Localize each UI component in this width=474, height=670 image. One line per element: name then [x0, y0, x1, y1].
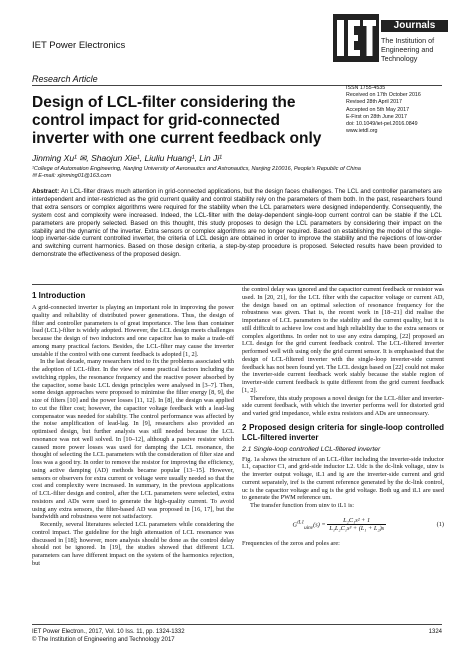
paragraph: the control delay was ignored and the capacitor current feedback or resistor was used. In [20, 21], for the LCL filter with the capacitor voltage or current AD, the design based on an optimal selection of resonance frequency for the robustness was given. That is, the recent work in [18–21] did realise the importance of LCL parameters to the stability and the current quality, but it is still difficult to achieve low cost and high reliability due to the extra sensors or complex algorithms. In order not to use any extra damping, [22] proposed an LCL design for the grid current feedback control. The LCL-filtered inverter performed well with using only the grid current sensor. It is emphasised that the design of LCL-filtered inverter with the single-loop inverter-side current feedback has not been found yet. The LCL design based on [22] could not make the inverter-side current feedback work stably because the stable region of inverter-side current feedback is quite different from the grid current feedback [1, 2].	[242, 286, 444, 394]
footer-copyright: © The Institution of Engineering and Technology 2017	[32, 637, 175, 643]
logo-journals-label: Journals	[381, 20, 448, 32]
paragraph: Frequencies of the zeros and poles are:	[242, 539, 340, 547]
equation-lhs: G	[292, 521, 298, 529]
equation-lhs-sup: iL1	[297, 519, 305, 526]
paragraph: In the last decade, many researchers tried to fix the problems associated with the adoption of LCL-filter. In the view of some practical factors including the switching ripples, the resonance frequency and the reactive power absorbed by the capacitor, some basic LCL design principles were analysed in [3–7]. Then, some design approaches were proposed to minimise the filter energy [8, 9], the size of filters [10] and the power losses [11, 12]. In [8], the design was applied to cut the filter cost; however, the capacitor voltage feedback with a lead-lag compensator was needed for stability. The control performance was affected by the noise amplification of lead-lag. In [9], researchers also provided an optimised design, but further analysis was still needed because the LCL resonance was not well solved. In [10–12], although a passive resistor which caused more power losses was used for damping the LCL resonance, the thought of selecting the LCL parameters with the consideration of filter size and loss was a good try. In order to remove the resistor for improving the efficiency, using active damping (AD) methods became popular [13–15]. However, sensors or observers for extra current or voltage were usually needed so that the cost and complexity were increased. In summary, in the previous applications of LCL-filter design and control, after the LCL parameters were selected, extra resistors and ADs were used to generate the high-quality current. To avoid using any extra sensors, the filter-based AD was proposed in [16, 17], but the bandwidth and robustness were not satisfactory.	[32, 358, 234, 521]
logo-institution-line2: Engineering and Technology	[381, 45, 434, 63]
abstract-divider	[32, 284, 442, 285]
abstract-label: Abstract:	[32, 188, 60, 195]
equation-1	[242, 514, 444, 536]
equation-body	[242, 517, 437, 534]
page-number: 1324	[428, 629, 442, 635]
equation-lhs-tail: (s) =	[313, 521, 326, 529]
meta-received: Received on 17th October 2016	[346, 92, 421, 99]
equation-label: (1)	[436, 520, 444, 528]
equation-fraction	[327, 517, 386, 534]
paragraph: Therefore, this study proposes a novel design for the LCL-filter and inverter-side current feedback, with which the inverter performs well for distorted grid and varied grid impedance, while extra resistors and ADs are unnecessary.	[242, 394, 444, 417]
section-heading-design-criteria: 2 Proposed design criteria for single-loop controlled LCL-filtered inverter	[242, 422, 444, 442]
affiliation: ¹College of Automation Engineering, Nanjing University of Aeronautics and Astronautics, Nanjing 210016, People's Republic of China	[32, 166, 361, 172]
logo-institution-line1: The Institution of	[381, 36, 435, 45]
paragraph: The transfer function from uinv to iL1 is:	[250, 502, 355, 509]
abstract-text: An LCL-filter draws much attention in grid-connected applications, but the design faces challenges. The LCL and controller parameters are interdependent and inter-restricted as the grid current quality and control stability rely on the parameters of them both. In the past, researchers found that extra sensors or complex algorithms were required for the stability when the LCL parameters were designed independently. Consequently, the system cost and complexity were increased. Indeed, the LCL-filter with the delay-dependent single-loop current control can be stable if the LCL parameters are properly selected. Based on this thought, this study proposes to design the LCL parameters by considering their impact on the stability and the dynamic of the inverter. Extra sensors or complex algorithms are no longer required. Based on establishing the model of the single-loop inverter-side current controlled inverter, the criteria of LCL design are obtained in order to improve the stability and the rejections of low-order and switching current harmonics. Based on those design criteria, a step-by-step procedure is proposed. Selected results have been provided to demonstrate the effectiveness of the proposed design.	[32, 188, 442, 259]
meta-accepted: Accepted on 5th May 2017	[346, 106, 410, 113]
meta-efirst: E-First on 28th June 2017	[346, 113, 407, 120]
subsection-heading: 2.1 Single-loop controlled LCL-filtered inverter	[242, 445, 381, 453]
paragraph: A grid-connected inverter is playing an important role in improving the power quality and reliability of distributed power generations. Thus, the design of filter and controller parameters is of great importance. The less than container load (LCL)-filter is widely adopted. However, the LCL design meets challenges because the design of two inductors and one capacitor has to make a trade-off among many practical factors. Besides, the LCL-filter may cause the inverter unstable if the control with one current feedback is adopted [1, 2].	[32, 304, 234, 358]
right-column	[242, 286, 444, 548]
iet-logo	[333, 14, 448, 76]
left-column	[32, 291, 234, 568]
meta-revised: Revised 28th April 2017	[346, 99, 402, 106]
corresponding-email[interactable]: ✉ E-mail: xjinming01@163.com	[32, 173, 112, 179]
article-type: Research Article	[32, 74, 98, 84]
journal-name: IET Power Electronics	[32, 40, 126, 51]
equation-denominator: L₁L₂C₁s³ + (L₁ + L₂)s	[329, 525, 385, 533]
section-heading-introduction: 1 Introduction	[32, 291, 86, 300]
meta-doi[interactable]: doi: 10.1049/iet-pel.2016.0849	[346, 121, 418, 128]
meta-website[interactable]: www.ietdl.org	[346, 128, 378, 135]
affiliation-block	[32, 166, 452, 180]
logo-institution	[381, 36, 448, 63]
paragraph: Recently, several literatures selected LCL parameters while considering the control impact. The guideline for the high attenuation of LCL resonance was discussed in [18]; however, more analysis should be done as the control delay should not be ignored. In [19], the studies showed that different LCL parameters can have different impact on the system of the harmonics rejection, but	[32, 521, 234, 567]
page-footer	[32, 628, 442, 644]
paragraph: Fig. 1a shows the structure of an LCL-filter including the inverter-side inductor L1, capacitor C1, and grid-side inductor L2. Udc is the dc-link voltage, uinv is the inverter output voltage, iL1 and ig are the inverter-side current and grid current separately, iref is the current reference generated by the dc-link control, uc is the capacitor voltage and ug is the grid voltage. Both ug and iL1 are used to generate the PWM reference um.	[242, 455, 444, 502]
abstract	[32, 188, 442, 259]
equation-lhs-sub: uinv	[304, 524, 314, 531]
footer-divider	[32, 624, 442, 625]
iet-logo-icon	[333, 14, 379, 62]
paper-title: Design of LCL-filter considering the control impact for grid-connected inverter with one current feedback only	[32, 94, 322, 147]
article-metadata	[346, 85, 456, 135]
author-list: Jinming Xu¹ ✉, Shaojun Xie¹, Liuliu Huang¹, Lin Ji¹	[32, 153, 222, 163]
equation-numerator: L₂C₁s² + 1	[327, 517, 386, 526]
meta-issn: ISSN 1755-4535	[346, 85, 386, 91]
footer-citation: IET Power Electron., 2017, Vol. 10 Iss. 11, pp. 1324-1332	[32, 629, 185, 635]
